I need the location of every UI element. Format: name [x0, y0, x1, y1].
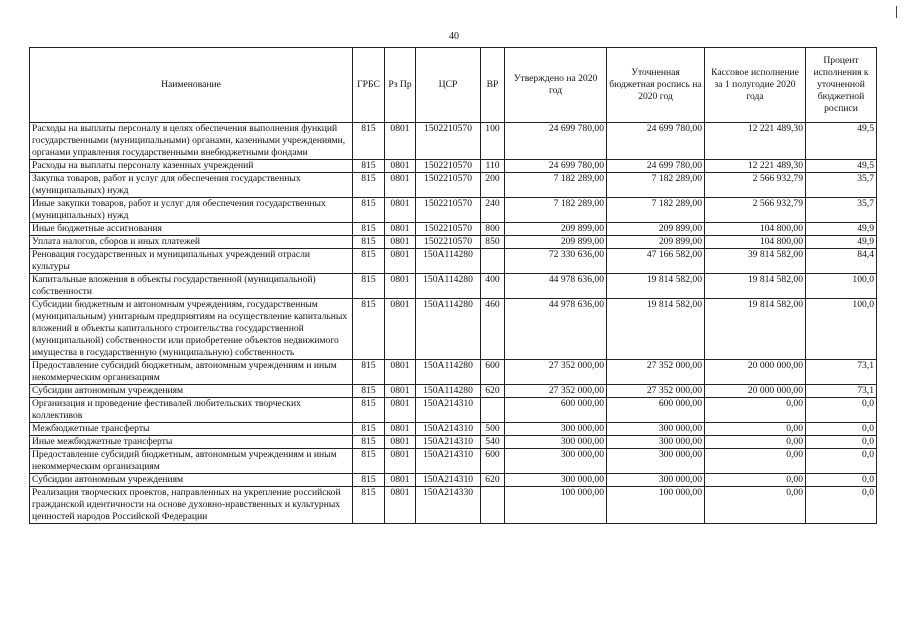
header-percent: Процент исполнения к уточненной бюджетной росписи [806, 48, 877, 123]
cell-revised: 100 000,00 [607, 487, 705, 524]
cell-csr: 150A214310 [416, 474, 481, 487]
table-row [30, 436, 877, 449]
cell-percent: 0,0 [806, 398, 877, 423]
cell-approved: 600 000,00 [505, 398, 607, 423]
cell-csr: 150A214310 [416, 423, 481, 436]
cell-csr: 150A114280 [416, 299, 481, 360]
cell-name: Реализация творческих проектов, направленных на укрепление российской гражданской идентичности на основе духовно-нравственных и культурных ценностей народов Российской Федерации [30, 487, 353, 524]
cell-grbs: 815 [353, 360, 385, 385]
cell-vr: 850 [481, 236, 505, 249]
header-csr: ЦСР [416, 48, 481, 123]
cell-rzpr: 0801 [385, 423, 416, 436]
cell-cash: 2 566 932,79 [705, 198, 806, 223]
cell-percent: 0,0 [806, 436, 877, 449]
cell-rzpr: 0801 [385, 487, 416, 524]
cell-cash: 20 000 000,00 [705, 360, 806, 385]
cell-percent: 0,0 [806, 449, 877, 474]
cell-approved: 24 699 780,00 [505, 160, 607, 173]
cell-name: Субсидии автономным учреждениям [30, 474, 353, 487]
cell-rzpr: 0801 [385, 474, 416, 487]
cell-csr: 150A214310 [416, 398, 481, 423]
cell-cash: 0,00 [705, 474, 806, 487]
cell-grbs: 815 [353, 487, 385, 524]
cell-cash: 2 566 932,79 [705, 173, 806, 198]
cell-cash: 19 814 582,00 [705, 274, 806, 299]
cell-cash: 104 800,00 [705, 223, 806, 236]
cell-percent: 100,0 [806, 299, 877, 360]
cell-cash: 0,00 [705, 436, 806, 449]
cell-rzpr: 0801 [385, 274, 416, 299]
cell-approved: 300 000,00 [505, 423, 607, 436]
table-row [30, 173, 877, 198]
cell-grbs: 815 [353, 123, 385, 160]
table-row [30, 360, 877, 385]
cell-rzpr: 0801 [385, 123, 416, 160]
cell-rzpr: 0801 [385, 360, 416, 385]
cell-rzpr: 0801 [385, 236, 416, 249]
table-row [30, 223, 877, 236]
cell-cash: 12 221 489,30 [705, 123, 806, 160]
cell-vr: 110 [481, 160, 505, 173]
cell-grbs: 815 [353, 299, 385, 360]
cell-approved: 27 352 000,00 [505, 385, 607, 398]
table-row [30, 123, 877, 160]
cell-vr: 200 [481, 173, 505, 198]
cell-cash: 20 000 000,00 [705, 385, 806, 398]
cell-rzpr: 0801 [385, 398, 416, 423]
cell-approved: 209 899,00 [505, 223, 607, 236]
cell-cash: 12 221 489,30 [705, 160, 806, 173]
cell-approved: 72 330 636,00 [505, 249, 607, 274]
cell-cash: 39 814 582,00 [705, 249, 806, 274]
cell-name: Субсидии автономным учреждениям [30, 385, 353, 398]
cell-vr: 460 [481, 299, 505, 360]
cell-name: Реновация государственных и муниципальных учреждений отрасли культуры [30, 249, 353, 274]
cell-cash: 0,00 [705, 423, 806, 436]
cell-approved: 300 000,00 [505, 436, 607, 449]
header-name: Наименование [30, 48, 353, 123]
cell-approved: 27 352 000,00 [505, 360, 607, 385]
table-row [30, 160, 877, 173]
cell-rzpr: 0801 [385, 436, 416, 449]
cell-revised: 24 699 780,00 [607, 123, 705, 160]
cell-grbs: 815 [353, 385, 385, 398]
cell-cash: 0,00 [705, 487, 806, 524]
cell-revised: 19 814 582,00 [607, 274, 705, 299]
cell-vr: 600 [481, 449, 505, 474]
cell-approved: 44 978 636,00 [505, 274, 607, 299]
cell-csr: 1502210570 [416, 198, 481, 223]
cell-vr: 620 [481, 385, 505, 398]
cell-csr: 150A214330 [416, 487, 481, 524]
page-number: 40 [449, 31, 459, 42]
cell-vr [481, 398, 505, 423]
cell-name: Расходы на выплаты персоналу в целях обеспечения выполнения функций государственными (муниципальными) органами, казенными учреждениями, органами управления государственными внебюджетными фондами [30, 123, 353, 160]
cell-vr: 620 [481, 474, 505, 487]
header-vr: ВР [481, 48, 505, 123]
cell-approved: 100 000,00 [505, 487, 607, 524]
cell-percent: 0,0 [806, 487, 877, 524]
table-row [30, 474, 877, 487]
cell-percent: 100,0 [806, 274, 877, 299]
cell-name: Предоставление субсидий бюджетным, автономным учреждениям и иным некоммерческим организациям [30, 449, 353, 474]
cell-csr: 150A214310 [416, 436, 481, 449]
cell-revised: 600 000,00 [607, 398, 705, 423]
cell-percent: 49,9 [806, 223, 877, 236]
cell-revised: 209 899,00 [607, 236, 705, 249]
cell-grbs: 815 [353, 449, 385, 474]
cell-vr: 100 [481, 123, 505, 160]
cell-percent: 0,0 [806, 474, 877, 487]
cell-revised: 300 000,00 [607, 474, 705, 487]
cell-csr: 1502210570 [416, 173, 481, 198]
cell-grbs: 815 [353, 249, 385, 274]
cell-percent: 49,5 [806, 160, 877, 173]
cell-approved: 24 699 780,00 [505, 123, 607, 160]
cell-vr: 800 [481, 223, 505, 236]
cell-revised: 27 352 000,00 [607, 385, 705, 398]
cell-percent: 0,0 [806, 423, 877, 436]
cell-percent: 49,9 [806, 236, 877, 249]
cell-revised: 300 000,00 [607, 449, 705, 474]
header-revised: Уточненная бюджетная роспись на 2020 год [607, 48, 705, 123]
table-row [30, 274, 877, 299]
cell-percent: 73,1 [806, 360, 877, 385]
cell-grbs: 815 [353, 160, 385, 173]
cell-revised: 47 166 582,00 [607, 249, 705, 274]
cell-revised: 7 182 289,00 [607, 173, 705, 198]
cell-csr: 1502210570 [416, 160, 481, 173]
cell-revised: 7 182 289,00 [607, 198, 705, 223]
cell-approved: 209 899,00 [505, 236, 607, 249]
cell-cash: 0,00 [705, 449, 806, 474]
table-row [30, 198, 877, 223]
scan-edge-mark [896, 6, 897, 18]
cell-grbs: 815 [353, 436, 385, 449]
cell-rzpr: 0801 [385, 173, 416, 198]
cell-percent: 49,5 [806, 123, 877, 160]
cell-name: Иные бюджетные ассигнования [30, 223, 353, 236]
cell-revised: 24 699 780,00 [607, 160, 705, 173]
cell-name: Расходы на выплаты персоналу казенных учреждений [30, 160, 353, 173]
table-row [30, 487, 877, 524]
cell-revised: 19 814 582,00 [607, 299, 705, 360]
cell-percent: 84,4 [806, 249, 877, 274]
cell-revised: 209 899,00 [607, 223, 705, 236]
cell-grbs: 815 [353, 398, 385, 423]
cell-vr: 240 [481, 198, 505, 223]
cell-approved: 300 000,00 [505, 449, 607, 474]
table-row [30, 236, 877, 249]
cell-csr: 1502210570 [416, 223, 481, 236]
cell-revised: 27 352 000,00 [607, 360, 705, 385]
cell-csr: 1502210570 [416, 123, 481, 160]
cell-revised: 300 000,00 [607, 423, 705, 436]
cell-rzpr: 0801 [385, 449, 416, 474]
cell-name: Организация и проведение фестивалей любительских творческих коллективов [30, 398, 353, 423]
cell-grbs: 815 [353, 236, 385, 249]
cell-vr [481, 487, 505, 524]
cell-csr: 150A114280 [416, 385, 481, 398]
cell-rzpr: 0801 [385, 198, 416, 223]
cell-vr: 500 [481, 423, 505, 436]
cell-csr: 150A214310 [416, 449, 481, 474]
cell-approved: 300 000,00 [505, 474, 607, 487]
table-row [30, 423, 877, 436]
header-approved: Утверждено на 2020 год [505, 48, 607, 123]
cell-vr: 600 [481, 360, 505, 385]
cell-grbs: 815 [353, 423, 385, 436]
cell-rzpr: 0801 [385, 223, 416, 236]
cell-csr: 1502210570 [416, 236, 481, 249]
cell-percent: 35,7 [806, 173, 877, 198]
cell-rzpr: 0801 [385, 160, 416, 173]
cell-name: Закупка товаров, работ и услуг для обеспечения государственных (муниципальных) нужд [30, 173, 353, 198]
cell-grbs: 815 [353, 223, 385, 236]
cell-rzpr: 0801 [385, 249, 416, 274]
cell-grbs: 815 [353, 198, 385, 223]
cell-vr: 540 [481, 436, 505, 449]
table-row [30, 449, 877, 474]
cell-cash: 104 800,00 [705, 236, 806, 249]
cell-revised: 300 000,00 [607, 436, 705, 449]
cell-name: Иные межбюджетные трансферты [30, 436, 353, 449]
cell-csr: 150A114280 [416, 274, 481, 299]
cell-rzpr: 0801 [385, 299, 416, 360]
cell-vr [481, 249, 505, 274]
table-header-row [30, 48, 877, 123]
cell-csr: 150A114280 [416, 360, 481, 385]
header-grbs: ГРБС [353, 48, 385, 123]
cell-vr: 400 [481, 274, 505, 299]
cell-percent: 73,1 [806, 385, 877, 398]
header-cash: Кассовое исполнение за 1 полугодие 2020 года [705, 48, 806, 123]
cell-grbs: 815 [353, 274, 385, 299]
cell-name: Капитальные вложения в объекты государственной (муниципальной) собственности [30, 274, 353, 299]
cell-cash: 19 814 582,00 [705, 299, 806, 360]
cell-name: Субсидии бюджетным и автономным учреждениям, государственным (муниципальным) унитарным предприятиям на осуществление капитальных вложений в объекты капитального строительства государственной (муниципальной) собственности или приобретение объектов недвижимого имущества в государственную (муниципальную) собственность [30, 299, 353, 360]
budget-execution-table [29, 47, 877, 524]
table-row [30, 249, 877, 274]
cell-name: Предоставление субсидий бюджетным, автономным учреждениям и иным некоммерческим организациям [30, 360, 353, 385]
table-row [30, 299, 877, 360]
cell-name: Межбюджетные трансферты [30, 423, 353, 436]
cell-grbs: 815 [353, 474, 385, 487]
cell-percent: 35,7 [806, 198, 877, 223]
header-rzpr: Рз Пр [385, 48, 416, 123]
cell-approved: 44 978 636,00 [505, 299, 607, 360]
table-row [30, 398, 877, 423]
cell-grbs: 815 [353, 173, 385, 198]
cell-approved: 7 182 289,00 [505, 198, 607, 223]
cell-approved: 7 182 289,00 [505, 173, 607, 198]
cell-name: Уплата налогов, сборов и иных платежей [30, 236, 353, 249]
cell-name: Иные закупки товаров, работ и услуг для обеспечения государственных (муниципальных) нужд [30, 198, 353, 223]
cell-rzpr: 0801 [385, 385, 416, 398]
cell-csr: 150A114280 [416, 249, 481, 274]
table-row [30, 385, 877, 398]
cell-cash: 0,00 [705, 398, 806, 423]
